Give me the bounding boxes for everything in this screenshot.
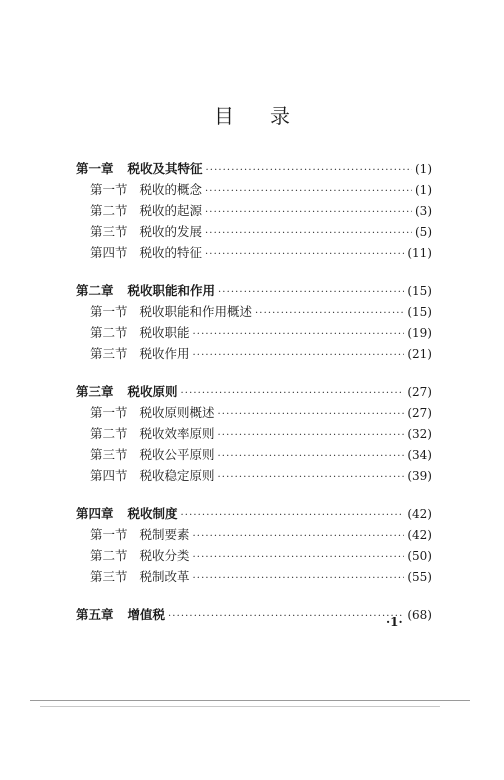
page-number: (1) bbox=[415, 162, 432, 176]
page-number: (34) bbox=[407, 448, 432, 462]
leader-dots bbox=[193, 526, 405, 547]
page-number: (68) bbox=[407, 608, 432, 622]
scan-artifact-line bbox=[40, 706, 440, 707]
page-title bbox=[0, 100, 504, 129]
toc-section-3-1[interactable]: 第一节 税收原则概述 ····· (27) bbox=[76, 402, 432, 423]
page-number: (27) bbox=[407, 406, 432, 420]
leader-dots bbox=[218, 404, 405, 425]
leader-dots bbox=[181, 505, 405, 526]
page-title-right: 录 bbox=[270, 104, 290, 128]
page-number: (5) bbox=[415, 225, 432, 239]
leader-dots bbox=[193, 547, 405, 568]
toc-section-1-4[interactable]: 第四节 税收的特征 ····· (11) bbox=[76, 242, 432, 263]
leader-dots bbox=[218, 467, 405, 488]
page-number: (50) bbox=[407, 549, 432, 563]
toc-section-3-3[interactable]: 第三节 税收公平原则 ····· (34) bbox=[76, 444, 432, 465]
page-number: (42) bbox=[407, 507, 432, 521]
leader-dots bbox=[205, 181, 412, 202]
leader-dots bbox=[205, 223, 412, 244]
leader-dots bbox=[218, 282, 404, 303]
toc-section-1-1[interactable]: 第一节 税收的概念 ····· (1) bbox=[76, 179, 432, 200]
page-number: (21) bbox=[407, 347, 432, 361]
leader-dots bbox=[193, 568, 405, 589]
toc-section-3-4[interactable]: 第四节 税收稳定原则 ····· (39) bbox=[76, 465, 432, 486]
page-number: (15) bbox=[407, 284, 432, 298]
leader-dots bbox=[205, 202, 412, 223]
toc-chapter-3[interactable]: 第三章 税收原则 ····· (27) bbox=[76, 381, 432, 402]
toc-section-3-2[interactable]: 第二节 税收效率原则 ····· (32) bbox=[76, 423, 432, 444]
toc-section-4-2[interactable]: 第二节 税收分类 ····· (50) bbox=[76, 545, 432, 566]
toc-section-1-3[interactable]: 第三节 税收的发展 ····· (5) bbox=[76, 221, 432, 242]
leader-dots bbox=[218, 425, 405, 446]
leader-dots bbox=[255, 303, 404, 324]
leader-dots bbox=[193, 345, 405, 366]
toc-chapter-1[interactable]: 第一章 税收及其特征 ····· (1) bbox=[76, 158, 432, 179]
page-number: (3) bbox=[415, 204, 432, 218]
leader-dots bbox=[181, 383, 405, 404]
page-number: (11) bbox=[407, 246, 432, 260]
leader-dots bbox=[218, 446, 405, 467]
toc-section-2-3[interactable]: 第三节 税收作用 ····· (21) bbox=[76, 343, 432, 364]
leader-dots bbox=[206, 160, 412, 181]
page-number: (32) bbox=[407, 427, 432, 441]
scan-artifact-line bbox=[30, 700, 470, 701]
page-number: (27) bbox=[407, 385, 432, 399]
table-of-contents bbox=[76, 158, 432, 625]
toc-chapter-5[interactable]: 第五章 增值税 ····· (68) bbox=[76, 604, 432, 625]
page-number: (15) bbox=[407, 305, 432, 319]
leader-dots bbox=[205, 244, 404, 265]
leader-dots bbox=[168, 606, 404, 627]
toc-section-2-2[interactable]: 第二节 税收职能 ····· (19) bbox=[76, 322, 432, 343]
page-number: (1) bbox=[415, 183, 432, 197]
page-number: (19) bbox=[407, 326, 432, 340]
toc-section-1-2[interactable]: 第二节 税收的起源 ····· (3) bbox=[76, 200, 432, 221]
page-folio: ·1· bbox=[386, 615, 403, 629]
page-number: (39) bbox=[407, 469, 432, 483]
toc-section-2-1[interactable]: 第一节 税收职能和作用概述 ····· (15) bbox=[76, 301, 432, 322]
toc-section-4-3[interactable]: 第三节 税制改革 ····· (55) bbox=[76, 566, 432, 587]
toc-section-4-1[interactable]: 第一节 税制要素 ····· (42) bbox=[76, 524, 432, 545]
page-title-left: 目 bbox=[214, 104, 234, 128]
toc-chapter-4[interactable]: 第四章 税收制度 ····· (42) bbox=[76, 503, 432, 524]
leader-dots bbox=[193, 324, 405, 345]
page-number: (42) bbox=[407, 528, 432, 542]
page-number: (55) bbox=[407, 570, 432, 584]
toc-chapter-2[interactable]: 第二章 税收职能和作用 ····· (15) bbox=[76, 280, 432, 301]
